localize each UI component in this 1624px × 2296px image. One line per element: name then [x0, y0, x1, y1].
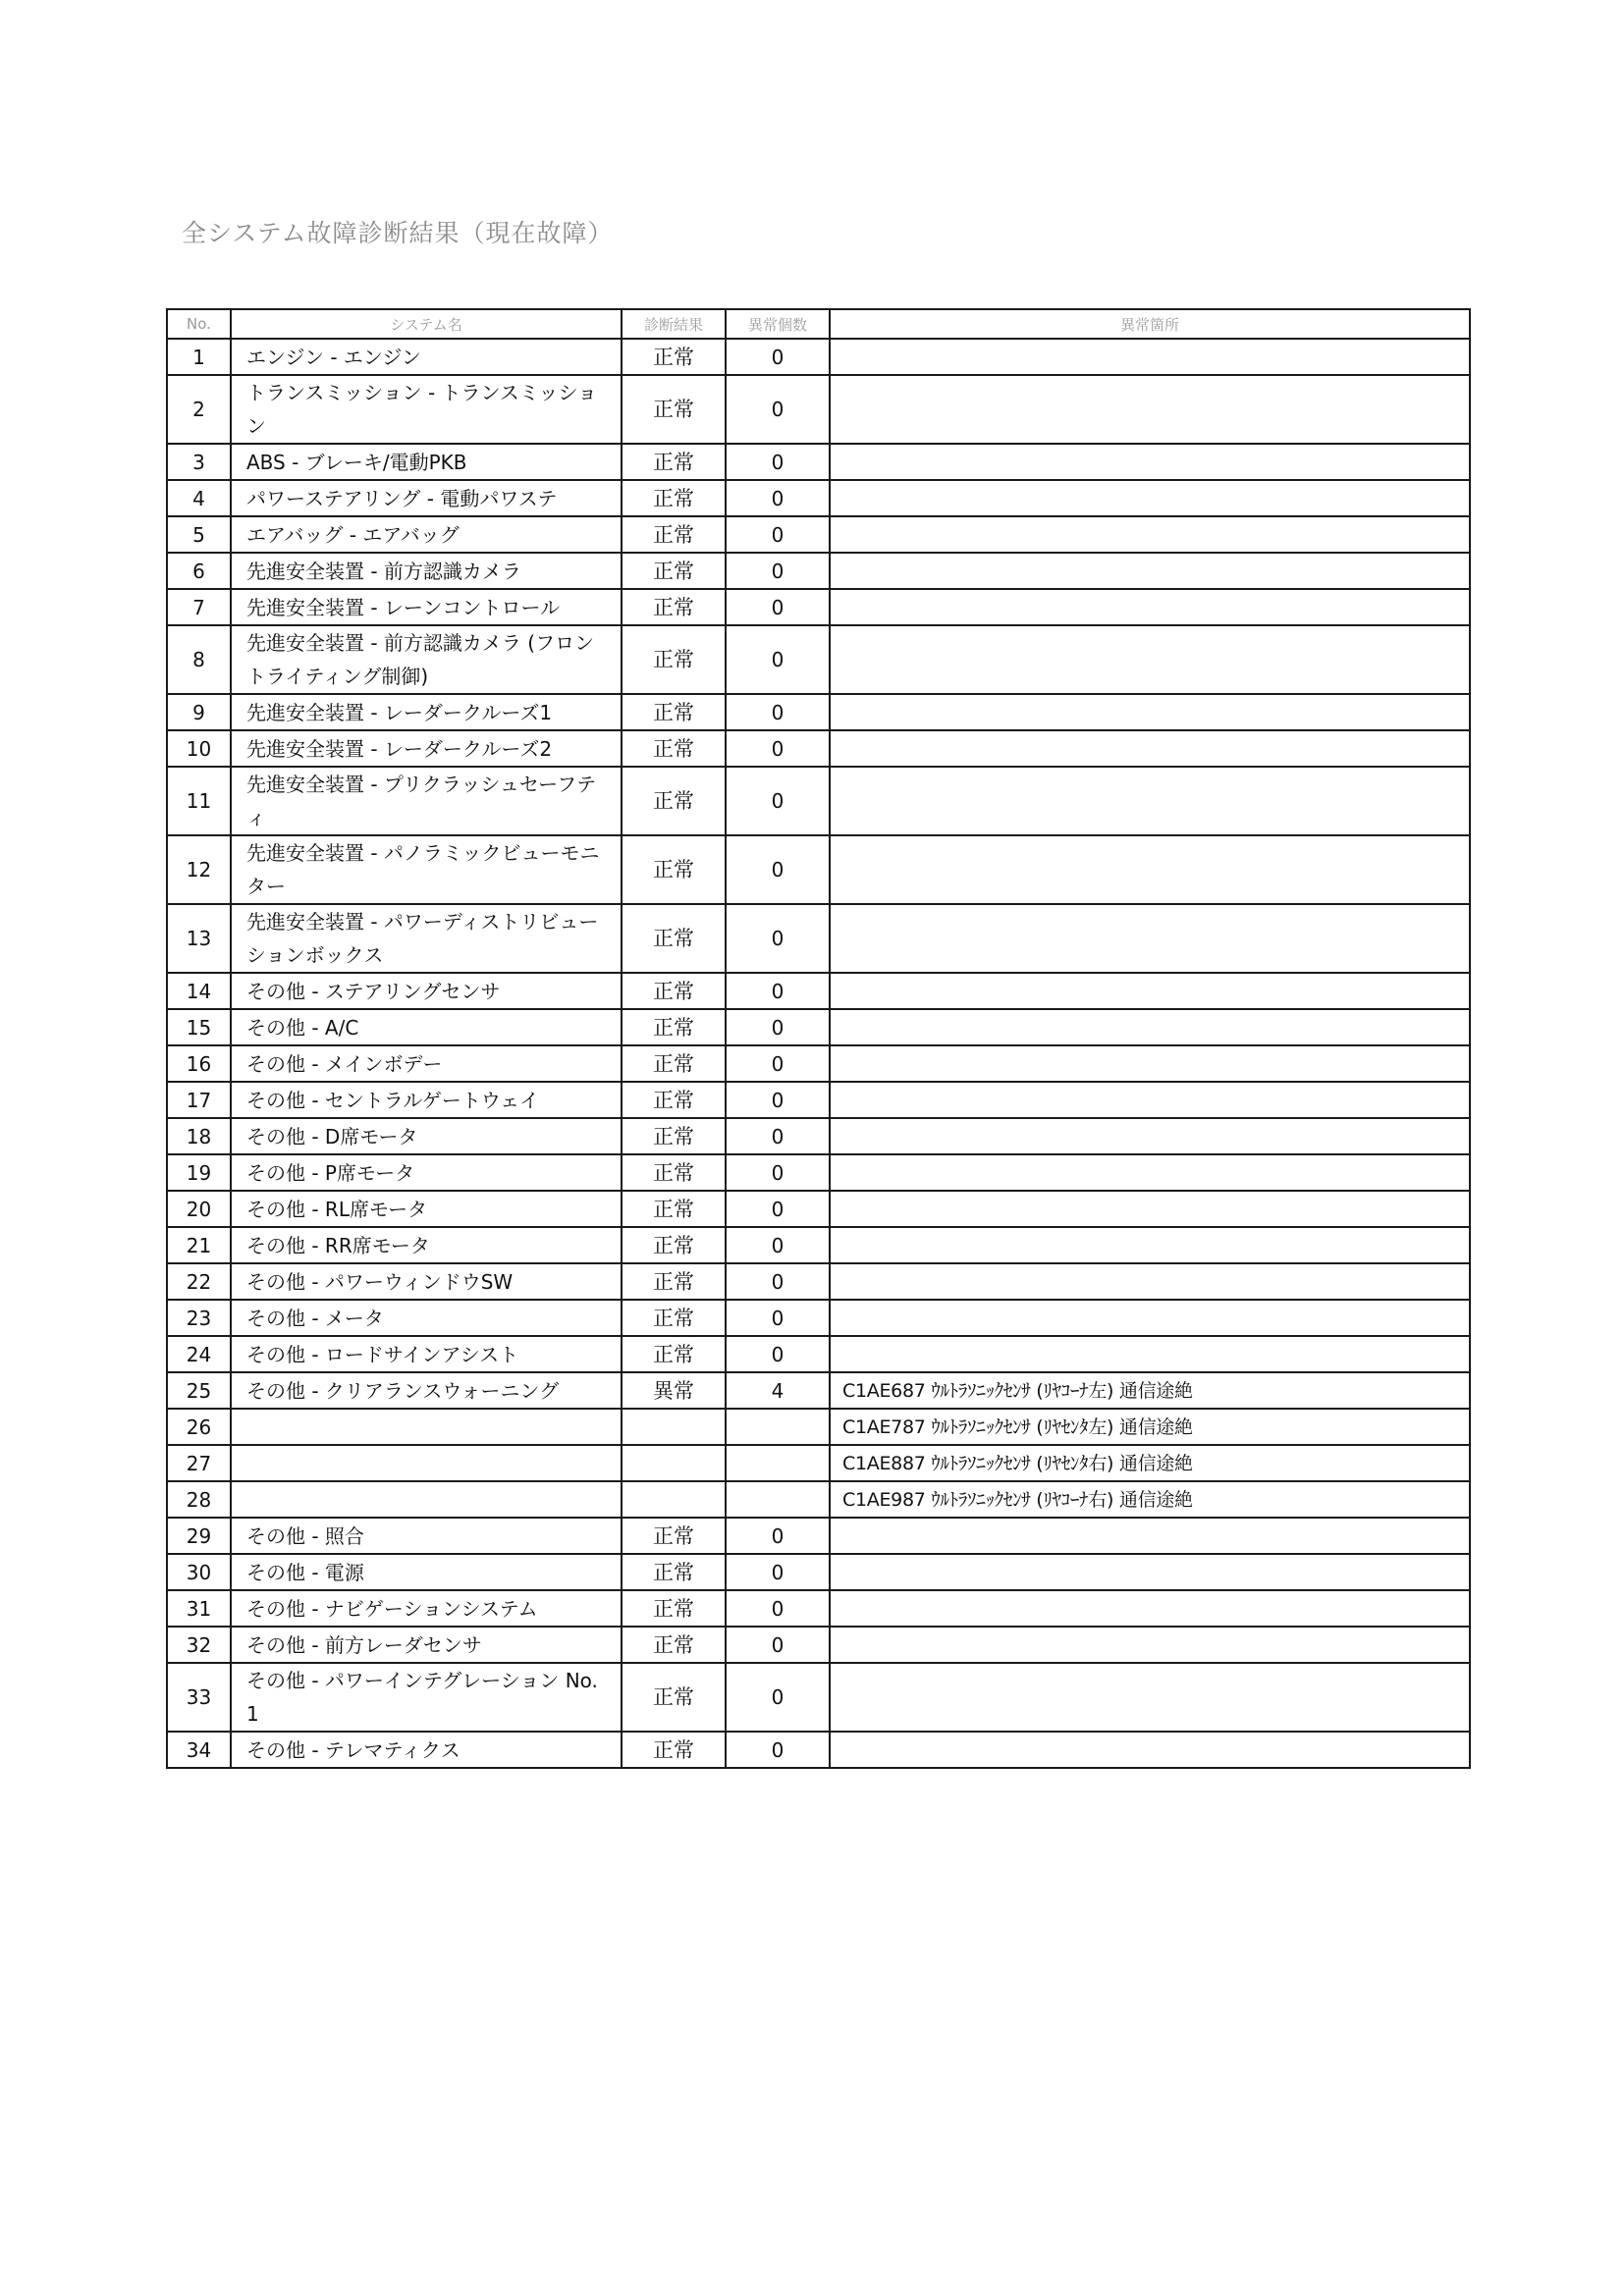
cell-no: 32 — [167, 1627, 231, 1663]
cell-fault-location — [830, 1227, 1470, 1263]
cell-no: 16 — [167, 1045, 231, 1082]
cell-fault-count: 0 — [726, 375, 830, 444]
cell-diagnosis-result: 正常 — [622, 1009, 726, 1045]
cell-diagnosis-result: 正常 — [622, 1118, 726, 1154]
table-row — [167, 973, 1470, 1009]
table-row — [167, 1118, 1470, 1154]
cell-fault-count: 0 — [726, 1227, 830, 1263]
cell-no: 12 — [167, 835, 231, 904]
cell-fault-count — [726, 1445, 830, 1481]
table-row — [167, 589, 1470, 625]
cell-system-name: 先進安全装置 - レーダークルーズ2 — [231, 730, 622, 767]
cell-system-name: その他 - メータ — [231, 1300, 622, 1336]
table-row — [167, 904, 1470, 973]
cell-diagnosis-result: 正常 — [622, 444, 726, 480]
cell-system-name: その他 - RL席モータ — [231, 1191, 622, 1227]
table-row — [167, 1300, 1470, 1336]
cell-system-name: トランスミッション - トランスミッション — [231, 375, 622, 444]
cell-fault-location — [830, 1627, 1470, 1663]
cell-fault-location — [830, 589, 1470, 625]
cell-diagnosis-result — [622, 1409, 726, 1445]
cell-fault-location — [830, 694, 1470, 730]
cell-fault-count: 0 — [726, 1518, 830, 1554]
cell-system-name: その他 - セントラルゲートウェイ — [231, 1082, 622, 1118]
table-row — [167, 1518, 1470, 1554]
cell-diagnosis-result — [622, 1445, 726, 1481]
table-row — [167, 1082, 1470, 1118]
cell-system-name: その他 - ナビゲーションシステム — [231, 1590, 622, 1627]
cell-fault-count: 0 — [726, 1627, 830, 1663]
cell-diagnosis-result: 正常 — [622, 1154, 726, 1191]
cell-system-name: その他 - 前方レーダセンサ — [231, 1627, 622, 1663]
cell-no: 3 — [167, 444, 231, 480]
cell-fault-location — [830, 973, 1470, 1009]
cell-system-name: 先進安全装置 - 前方認識カメラ — [231, 553, 622, 589]
cell-fault-count: 0 — [726, 444, 830, 480]
cell-system-name — [231, 1481, 622, 1518]
table-body — [167, 339, 1470, 1768]
cell-fault-count: 0 — [726, 835, 830, 904]
cell-no: 8 — [167, 625, 231, 694]
cell-fault-count: 0 — [726, 1191, 830, 1227]
cell-system-name: パワーステアリング - 電動パワステ — [231, 480, 622, 516]
cell-system-name: その他 - パワーインテグレーション No.1 — [231, 1663, 622, 1732]
cell-system-name: その他 - RR席モータ — [231, 1227, 622, 1263]
header-fault-location: 異常箇所 — [830, 309, 1470, 339]
cell-no: 15 — [167, 1009, 231, 1045]
cell-no: 7 — [167, 589, 231, 625]
cell-system-name: 先進安全装置 - プリクラッシュセーフティ — [231, 767, 622, 835]
table-row — [167, 1627, 1470, 1663]
table-row — [167, 1009, 1470, 1045]
cell-fault-location — [830, 516, 1470, 553]
table-row — [167, 1227, 1470, 1263]
cell-no: 11 — [167, 767, 231, 835]
cell-system-name: その他 - D席モータ — [231, 1118, 622, 1154]
cell-no: 25 — [167, 1372, 231, 1409]
cell-diagnosis-result: 正常 — [622, 1732, 726, 1768]
cell-diagnosis-result: 正常 — [622, 1263, 726, 1300]
cell-diagnosis-result: 正常 — [622, 1227, 726, 1263]
cell-diagnosis-result: 正常 — [622, 625, 726, 694]
cell-diagnosis-result: 正常 — [622, 1518, 726, 1554]
cell-fault-location — [830, 730, 1470, 767]
table-header-row — [167, 309, 1470, 339]
cell-diagnosis-result: 正常 — [622, 339, 726, 375]
cell-diagnosis-result: 正常 — [622, 375, 726, 444]
cell-fault-count: 0 — [726, 480, 830, 516]
cell-no: 26 — [167, 1409, 231, 1445]
cell-fault-count: 0 — [726, 1045, 830, 1082]
cell-diagnosis-result: 正常 — [622, 730, 726, 767]
cell-fault-location — [830, 904, 1470, 973]
cell-system-name — [231, 1409, 622, 1445]
cell-system-name: その他 - パワーウィンドウSW — [231, 1263, 622, 1300]
cell-system-name: その他 - 照合 — [231, 1518, 622, 1554]
table-row — [167, 1372, 1470, 1409]
cell-no: 5 — [167, 516, 231, 553]
table-row — [167, 516, 1470, 553]
diagnosis-table — [166, 308, 1471, 1769]
table-row — [167, 1336, 1470, 1372]
table-row — [167, 1732, 1470, 1768]
cell-fault-location — [830, 339, 1470, 375]
cell-no: 14 — [167, 973, 231, 1009]
cell-no: 24 — [167, 1336, 231, 1372]
cell-no: 6 — [167, 553, 231, 589]
cell-no: 29 — [167, 1518, 231, 1554]
cell-diagnosis-result: 正常 — [622, 1045, 726, 1082]
cell-system-name: その他 - ステアリングセンサ — [231, 973, 622, 1009]
cell-no: 13 — [167, 904, 231, 973]
cell-fault-count: 0 — [726, 1554, 830, 1590]
cell-fault-count: 0 — [726, 1590, 830, 1627]
cell-fault-location: C1AE787 ｳﾙﾄﾗｿﾆｯｸｾﾝｻ (ﾘﾔｾﾝﾀ左) 通信途絶 — [830, 1409, 1470, 1445]
cell-fault-count: 0 — [726, 339, 830, 375]
cell-no: 33 — [167, 1663, 231, 1732]
table-row — [167, 553, 1470, 589]
table-row — [167, 1191, 1470, 1227]
cell-diagnosis-result: 正常 — [622, 1663, 726, 1732]
cell-fault-location — [830, 444, 1470, 480]
header-no: No. — [167, 309, 231, 339]
cell-no: 19 — [167, 1154, 231, 1191]
cell-system-name: 先進安全装置 - パノラミックビューモニター — [231, 835, 622, 904]
cell-diagnosis-result: 正常 — [622, 589, 726, 625]
cell-system-name: その他 - P席モータ — [231, 1154, 622, 1191]
table-row — [167, 694, 1470, 730]
cell-fault-location — [830, 1732, 1470, 1768]
cell-diagnosis-result: 正常 — [622, 835, 726, 904]
cell-fault-count: 0 — [726, 516, 830, 553]
cell-system-name: 先進安全装置 - レーダークルーズ1 — [231, 694, 622, 730]
cell-fault-count: 0 — [726, 1154, 830, 1191]
cell-fault-location — [830, 1300, 1470, 1336]
cell-system-name: その他 - テレマティクス — [231, 1732, 622, 1768]
table-row — [167, 767, 1470, 835]
cell-system-name: エンジン - エンジン — [231, 339, 622, 375]
cell-system-name: エアバッグ - エアバッグ — [231, 516, 622, 553]
table-row — [167, 1445, 1470, 1481]
table-row — [167, 1481, 1470, 1518]
cell-diagnosis-result: 正常 — [622, 904, 726, 973]
cell-system-name: その他 - メインボデー — [231, 1045, 622, 1082]
cell-fault-count: 0 — [726, 553, 830, 589]
cell-system-name: その他 - 電源 — [231, 1554, 622, 1590]
cell-no: 10 — [167, 730, 231, 767]
table-row — [167, 1663, 1470, 1732]
cell-diagnosis-result — [622, 1481, 726, 1518]
cell-no: 20 — [167, 1191, 231, 1227]
cell-diagnosis-result: 正常 — [622, 1336, 726, 1372]
header-diagnosis-result: 診断結果 — [622, 309, 726, 339]
table-row — [167, 1154, 1470, 1191]
cell-no: 27 — [167, 1445, 231, 1481]
cell-fault-count: 0 — [726, 1082, 830, 1118]
cell-fault-location — [830, 1336, 1470, 1372]
cell-fault-count: 0 — [726, 1663, 830, 1732]
cell-fault-location — [830, 1191, 1470, 1227]
cell-no: 9 — [167, 694, 231, 730]
table-row — [167, 730, 1470, 767]
cell-fault-location: C1AE887 ｳﾙﾄﾗｿﾆｯｸｾﾝｻ (ﾘﾔｾﾝﾀ右) 通信途絶 — [830, 1445, 1470, 1481]
cell-system-name: 先進安全装置 - パワーディストリビューションボックス — [231, 904, 622, 973]
table-row — [167, 480, 1470, 516]
cell-fault-count: 0 — [726, 1300, 830, 1336]
cell-fault-count: 0 — [726, 1732, 830, 1768]
cell-fault-location — [830, 1263, 1470, 1300]
cell-diagnosis-result: 正常 — [622, 516, 726, 553]
table-row — [167, 1045, 1470, 1082]
cell-fault-location — [830, 1663, 1470, 1732]
table-row — [167, 1263, 1470, 1300]
cell-no: 18 — [167, 1118, 231, 1154]
cell-system-name: 先進安全装置 - レーンコントロール — [231, 589, 622, 625]
cell-fault-count: 0 — [726, 1336, 830, 1372]
cell-diagnosis-result: 正常 — [622, 1300, 726, 1336]
cell-no: 2 — [167, 375, 231, 444]
cell-fault-location — [830, 1082, 1470, 1118]
table-row — [167, 625, 1470, 694]
cell-fault-count: 0 — [726, 589, 830, 625]
cell-system-name — [231, 1445, 622, 1481]
cell-fault-location — [830, 625, 1470, 694]
cell-fault-count — [726, 1481, 830, 1518]
cell-no: 21 — [167, 1227, 231, 1263]
cell-no: 4 — [167, 480, 231, 516]
cell-system-name: ABS - ブレーキ/電動PKB — [231, 444, 622, 480]
cell-no: 28 — [167, 1481, 231, 1518]
cell-fault-location — [830, 480, 1470, 516]
cell-fault-location: C1AE987 ｳﾙﾄﾗｿﾆｯｸｾﾝｻ (ﾘﾔｺｰﾅ右) 通信途絶 — [830, 1481, 1470, 1518]
table-row — [167, 375, 1470, 444]
cell-fault-count: 0 — [726, 973, 830, 1009]
cell-system-name: 先進安全装置 - 前方認識カメラ (フロントライティング制御) — [231, 625, 622, 694]
table-row — [167, 444, 1470, 480]
table-row — [167, 1554, 1470, 1590]
cell-diagnosis-result: 正常 — [622, 694, 726, 730]
cell-diagnosis-result: 正常 — [622, 553, 726, 589]
cell-fault-location — [830, 1045, 1470, 1082]
cell-fault-location — [830, 1554, 1470, 1590]
cell-fault-count: 0 — [726, 694, 830, 730]
cell-fault-location — [830, 1009, 1470, 1045]
cell-fault-count: 0 — [726, 730, 830, 767]
cell-no: 31 — [167, 1590, 231, 1627]
cell-no: 34 — [167, 1732, 231, 1768]
cell-fault-count: 0 — [726, 767, 830, 835]
cell-diagnosis-result: 正常 — [622, 973, 726, 1009]
table-row — [167, 339, 1470, 375]
cell-fault-count: 0 — [726, 904, 830, 973]
cell-diagnosis-result: 正常 — [622, 1627, 726, 1663]
cell-diagnosis-result: 正常 — [622, 480, 726, 516]
cell-fault-location — [830, 767, 1470, 835]
page-title: 全システム故障診断結果（現在故障） — [182, 219, 614, 247]
cell-no: 30 — [167, 1554, 231, 1590]
cell-fault-count: 4 — [726, 1372, 830, 1409]
cell-system-name: その他 - ロードサインアシスト — [231, 1336, 622, 1372]
cell-fault-count: 0 — [726, 625, 830, 694]
cell-no: 22 — [167, 1263, 231, 1300]
cell-fault-count — [726, 1409, 830, 1445]
cell-fault-count: 0 — [726, 1118, 830, 1154]
cell-fault-location: C1AE687 ｳﾙﾄﾗｿﾆｯｸｾﾝｻ (ﾘﾔｺｰﾅ左) 通信途絶 — [830, 1372, 1470, 1409]
cell-system-name: その他 - A/C — [231, 1009, 622, 1045]
table-row — [167, 835, 1470, 904]
cell-fault-location — [830, 835, 1470, 904]
cell-fault-location — [830, 375, 1470, 444]
cell-no: 17 — [167, 1082, 231, 1118]
cell-fault-count: 0 — [726, 1263, 830, 1300]
table-row — [167, 1409, 1470, 1445]
header-system-name: システム名 — [231, 309, 622, 339]
cell-diagnosis-result: 正常 — [622, 1191, 726, 1227]
cell-fault-location — [830, 1154, 1470, 1191]
cell-fault-count: 0 — [726, 1009, 830, 1045]
cell-diagnosis-result: 正常 — [622, 1082, 726, 1118]
table-row — [167, 1590, 1470, 1627]
cell-fault-location — [830, 1590, 1470, 1627]
cell-no: 1 — [167, 339, 231, 375]
header-fault-count: 異常個数 — [726, 309, 830, 339]
cell-diagnosis-result: 異常 — [622, 1372, 726, 1409]
cell-fault-location — [830, 553, 1470, 589]
cell-diagnosis-result: 正常 — [622, 1554, 726, 1590]
cell-diagnosis-result: 正常 — [622, 767, 726, 835]
cell-system-name: その他 - クリアランスウォーニング — [231, 1372, 622, 1409]
cell-fault-location — [830, 1118, 1470, 1154]
cell-diagnosis-result: 正常 — [622, 1590, 726, 1627]
cell-no: 23 — [167, 1300, 231, 1336]
cell-fault-location — [830, 1518, 1470, 1554]
